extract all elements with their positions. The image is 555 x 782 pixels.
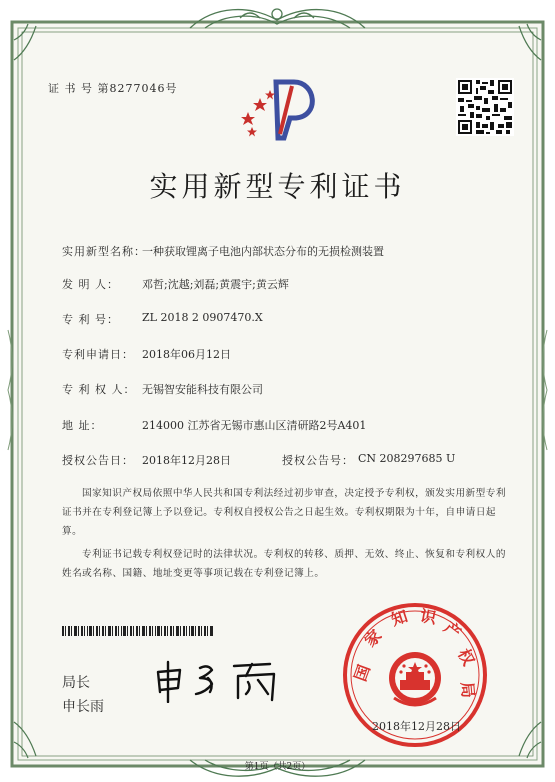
- svg-text:国: 国: [350, 662, 374, 684]
- seal-date: 2018年12月28日: [372, 720, 461, 733]
- svg-text:局: 局: [457, 681, 478, 699]
- handwritten-signature-icon: [150, 658, 295, 703]
- patent-office-logo-icon: [238, 72, 328, 142]
- field-value-utility-name: 一种获取锂离子电池内部状态分布的无损检测装置: [142, 245, 384, 258]
- page-info: 第1页（共2页）: [244, 762, 311, 772]
- field-value-application-date: 2018年06月12日: [142, 348, 231, 361]
- legal-status-paragraph: 专利证书记载专利权登记时的法律状况。专利权的转移、质押、无效、终止、恢复和专利权人的姓名或名称、国籍、地址变更等事项记载在专利登记簿上。: [62, 549, 506, 579]
- signer-title: 局长: [62, 675, 90, 691]
- field-value-announce-number: CN 208297685 U: [358, 452, 456, 465]
- field-value-inventors: 邓哲;沈越;刘磊;黄震宇;黄云辉: [142, 278, 289, 291]
- field-label-announce-number: 授权公告号：: [282, 454, 354, 467]
- svg-text:识: 识: [418, 606, 438, 628]
- barcode-icon: [62, 626, 214, 636]
- qr-code-icon: [456, 78, 514, 136]
- field-label-patentee: 专 利 权 人：: [62, 383, 136, 396]
- field-label-utility-name: 实用新型名称：: [62, 245, 146, 258]
- certificate-title: 实用新型专利证书: [149, 170, 406, 203]
- field-value-grant-date: 2018年12月28日: [142, 454, 231, 467]
- field-label-inventors: 发 明 人：: [62, 278, 119, 291]
- field-label-grant-date: 授权公告日：: [62, 454, 134, 467]
- signer-name: 申长雨: [62, 699, 104, 715]
- field-label-patent-number: 专 利 号：: [62, 313, 119, 326]
- field-value-patentee: 无锡智安能科技有限公司: [142, 383, 263, 396]
- svg-text:权: 权: [454, 645, 479, 669]
- grant-paragraph: 国家知识产权局依照中华人民共和国专利法经过初步审查，决定授予专利权，颁发实用新型专利证书并在专利登记簿上予以登记。专利权自授权公告之日起生效。专利权期限为十年，自申请日起算。: [62, 488, 506, 537]
- certificate-number: 证 书 号 第8277046号: [48, 82, 178, 95]
- svg-text:知: 知: [388, 606, 410, 630]
- field-label-application-date: 专利申请日：: [62, 348, 134, 361]
- svg-text:产: 产: [440, 617, 465, 643]
- corner-cover: [453, 768, 555, 782]
- field-value-patent-number: ZL 2018 2 0907470.X: [142, 311, 263, 324]
- svg-text:家: 家: [360, 625, 386, 651]
- field-value-address: 214000 江苏省无锡市惠山区清研路2号A401: [142, 419, 367, 432]
- field-label-address: 地 址：: [62, 419, 103, 432]
